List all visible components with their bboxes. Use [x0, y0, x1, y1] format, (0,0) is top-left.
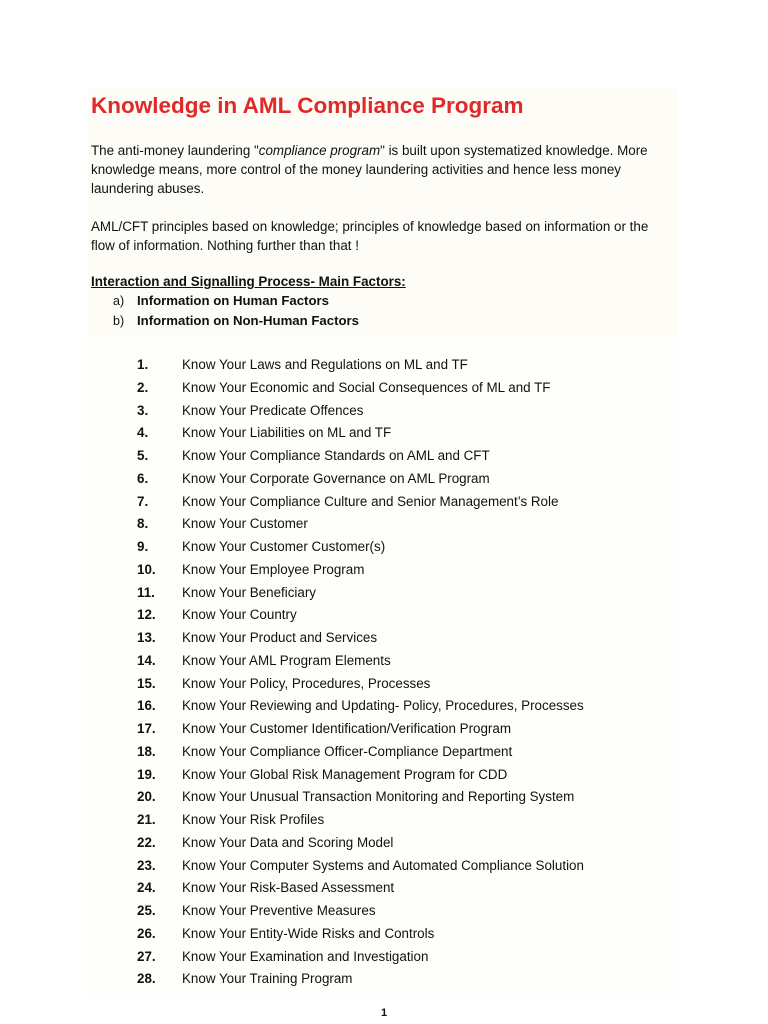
intro-emphasis: compliance program	[258, 143, 381, 158]
list-item	[0, 471, 768, 494]
list-item-number: 7.	[137, 493, 149, 509]
list-item-number: 14.	[137, 652, 156, 668]
page-number: 1	[380, 1007, 388, 1019]
list-item-text: Know Your Global Risk Management Program for CDD	[182, 766, 508, 782]
list-item	[0, 630, 768, 653]
list-item-number: 5.	[137, 448, 149, 463]
list-item	[0, 949, 768, 972]
list-item-number: 19.	[137, 766, 156, 782]
list-item	[0, 425, 768, 448]
list-item-text: Know Your Computer Systems and Automated Compliance Solution	[182, 857, 584, 873]
factor-marker: b)	[113, 314, 125, 328]
list-item	[0, 516, 768, 539]
list-item-number: 10.	[137, 561, 156, 577]
list-item	[0, 653, 768, 676]
list-item-number: 13.	[137, 630, 156, 645]
list-item-number: 27.	[137, 948, 156, 964]
list-item-number: 2.	[137, 379, 149, 395]
factor-marker: a)	[113, 294, 125, 308]
list-item	[0, 698, 768, 721]
list-item-number: 1.	[137, 357, 149, 372]
list-item-number: 20.	[137, 789, 156, 805]
list-item-number: 17.	[137, 721, 156, 736]
factor-label: Information on Human Factors	[137, 293, 329, 308]
list-item	[0, 562, 768, 585]
list-item-number: 6.	[137, 470, 149, 486]
list-item	[0, 744, 768, 767]
list-item	[0, 858, 768, 881]
list-item-number: 23.	[137, 857, 156, 873]
list-item	[0, 971, 768, 994]
knowledge-list	[0, 357, 768, 994]
principles-paragraph: AML/CFT principles based on knowledge; principles of knowledge based on information or the flow of information. Nothing further than that !	[91, 219, 649, 254]
list-item-text: Know Your Laws and Regulations on ML and TF	[182, 357, 468, 372]
list-item	[0, 494, 768, 517]
list-item	[0, 380, 768, 403]
list-item-text: Know Your Country	[182, 607, 297, 623]
list-item-text: Know Your Corporate Governance on AML Program	[182, 470, 490, 486]
factor-label: Information on Non-Human Factors	[137, 313, 359, 328]
list-item-text: Know Your Economic and Social Consequences of ML and TF	[182, 379, 551, 395]
list-item-text: Know Your Product and Services	[182, 630, 378, 645]
list-item-text: Know Your Employee Program	[182, 561, 365, 577]
list-item-number: 8.	[137, 516, 149, 532]
list-item-number: 9.	[137, 539, 149, 554]
list-item-text: Know Your Data and Scoring Model	[182, 834, 394, 850]
list-item	[0, 926, 768, 949]
list-item	[0, 880, 768, 903]
list-item-number: 16.	[137, 698, 156, 714]
list-item	[0, 835, 768, 858]
list-item-text: Know Your Liabilities on ML and TF	[182, 425, 392, 441]
list-item	[0, 676, 768, 699]
intro-paragraph	[91, 141, 671, 199]
intro-text-start: The anti-money laundering "	[91, 143, 259, 158]
list-item-text: Know Your Risk-Based Assessment	[182, 880, 395, 896]
list-item	[0, 789, 768, 812]
factor-item	[113, 293, 329, 313]
list-item-text: Know Your Customer	[182, 516, 308, 532]
list-item	[0, 607, 768, 630]
list-item	[0, 448, 768, 471]
list-item-number: 21.	[137, 812, 156, 827]
list-item-number: 26.	[137, 925, 156, 941]
list-item-text: Know Your Unusual Transaction Monitoring and Reporting System	[182, 789, 575, 805]
section-heading: Interaction and Signalling Process- Main Factors:	[91, 274, 406, 289]
list-item-text: Know Your AML Program Elements	[182, 652, 391, 668]
list-item	[0, 767, 768, 790]
list-item-number: 15.	[137, 675, 156, 691]
list-item-text: Know Your Customer Customer(s)	[182, 539, 386, 554]
list-item-text: Know Your Customer Identification/Verification Program	[182, 721, 511, 736]
page-title: Knowledge in AML Compliance Program	[91, 93, 524, 118]
list-item-number: 22.	[137, 834, 156, 850]
list-item	[0, 585, 768, 608]
list-item-number: 3.	[137, 402, 149, 418]
list-item-text: Know Your Entity-Wide Risks and Controls	[182, 925, 435, 941]
list-item-text: Know Your Preventive Measures	[182, 903, 376, 918]
list-item-number: 11.	[137, 584, 155, 600]
list-item-number: 18.	[137, 743, 156, 759]
list-item-number: 4.	[137, 425, 149, 441]
list-item-number: 28.	[137, 971, 156, 987]
list-item-text: Know Your Predicate Offences	[182, 402, 364, 418]
list-item	[0, 903, 768, 926]
list-item-text: Know Your Compliance Officer-Compliance Department	[182, 743, 513, 759]
list-item-text: Know Your Compliance Standards on AML and CFT	[182, 448, 490, 463]
list-item-number: 12.	[137, 607, 156, 623]
list-item-text: Know Your Risk Profiles	[182, 812, 325, 827]
list-item	[0, 403, 768, 426]
list-item	[0, 539, 768, 562]
list-item	[0, 721, 768, 744]
list-item	[0, 357, 768, 380]
list-item-text: Know Your Reviewing and Updating- Policy, Procedures, Processes	[182, 698, 584, 714]
list-item-number: 24.	[137, 880, 156, 896]
list-item-text: Know Your Compliance Culture and Senior Management’s Role	[182, 493, 559, 509]
list-item-text: Know Your Beneficiary	[182, 584, 316, 600]
list-item-text: Know Your Policy, Procedures, Processes	[182, 675, 431, 691]
list-item-number: 25.	[137, 903, 156, 918]
list-item-text: Know Your Training Program	[182, 971, 353, 987]
list-item	[0, 812, 768, 835]
factor-item	[113, 313, 359, 333]
intro-text-end: " is built upon systematized knowledge. More knowledge means, more control of the money laundering activities and hence less money laundering abuses.	[91, 143, 648, 197]
list-item-text: Know Your Examination and Investigation	[182, 948, 429, 964]
